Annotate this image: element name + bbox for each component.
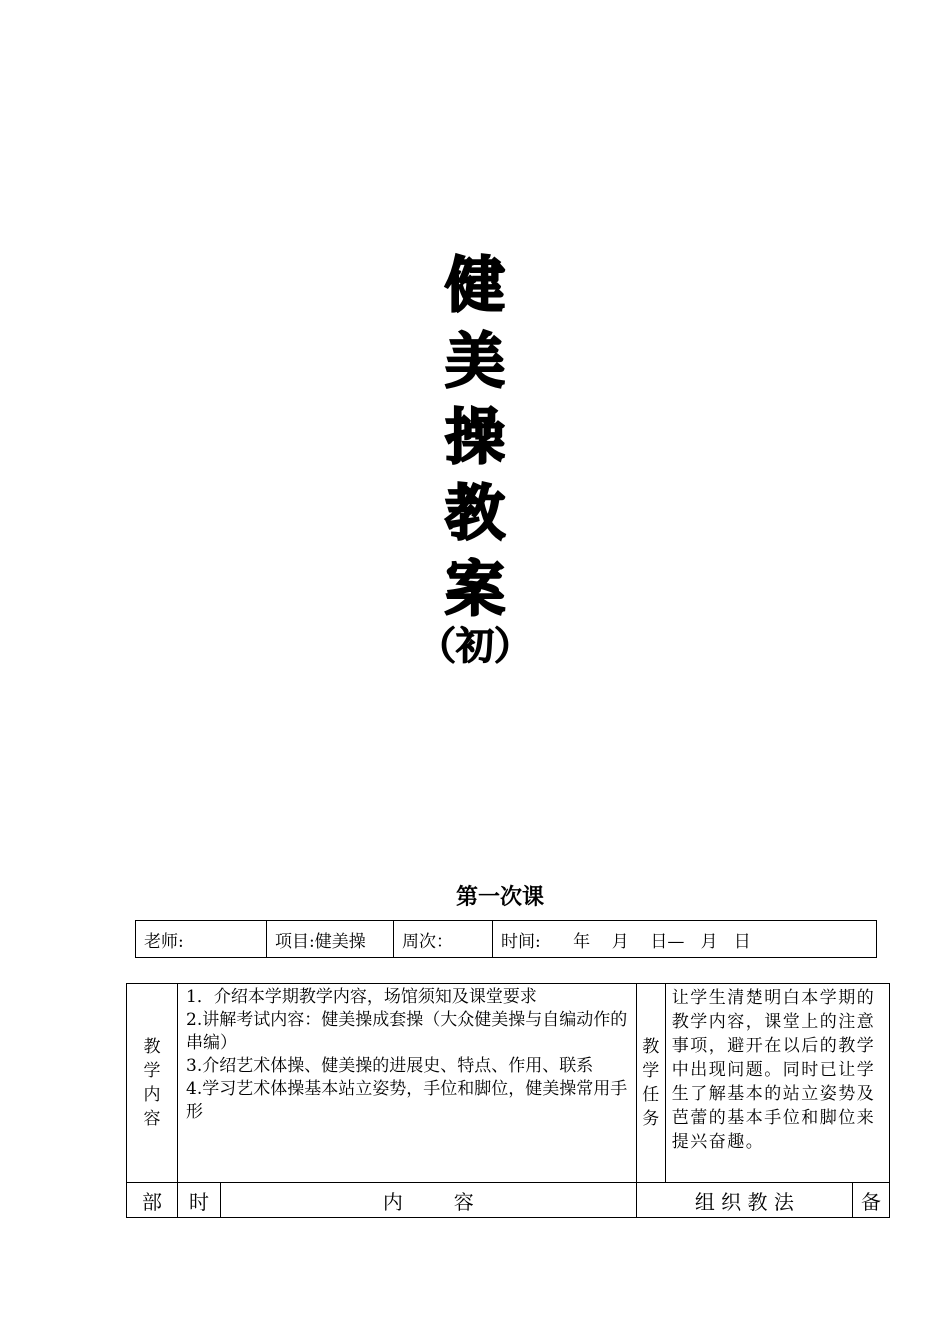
title-char: 操	[445, 403, 505, 473]
content-item: 2.讲解考试内容：健美操成套操（大众健美操与自编动作的串编）	[186, 1010, 628, 1053]
title-char: 教	[445, 479, 505, 549]
cover-subtitle: （初）	[417, 623, 532, 668]
project-field: 项目:健美操	[267, 921, 394, 958]
task-label-char: 任	[642, 1085, 660, 1105]
content-item: 1．介绍本学期教学内容，场馆须知及课堂要求	[186, 987, 537, 1007]
title-char: 案	[445, 555, 505, 625]
task-text: 让学生清楚明白本学期的教学内容，课堂上的注意事项，避开在以后的教学中出现问题。同时已让学生了解基本的站立姿势及芭蕾的基本手位和脚位来提兴奋趣。	[665, 984, 889, 1183]
time-field: 时间: 年 月 日— 月 日	[493, 921, 877, 958]
header-time: 时	[178, 1183, 221, 1218]
content-label-char: 教	[143, 1037, 161, 1057]
task-label-char: 学	[642, 1061, 660, 1081]
task-label-char: 教	[642, 1037, 660, 1057]
content-list	[178, 984, 637, 1183]
task-label-char: 务	[642, 1109, 660, 1129]
teacher-field: 老师:	[136, 921, 267, 958]
lesson-info-table	[135, 920, 877, 958]
content-item: 4.学习艺术体操基本站立姿势，手位和脚位，健美操常用手形	[186, 1079, 628, 1122]
task-label	[636, 984, 665, 1183]
content-label	[127, 984, 178, 1183]
content-label-char: 学	[143, 1061, 161, 1081]
content-label-char: 容	[143, 1109, 161, 1129]
header-part: 部	[127, 1183, 178, 1218]
header-content: 内 容	[221, 1183, 637, 1218]
lesson-title: 第一次课	[455, 885, 544, 910]
week-field: 周次：	[394, 921, 493, 958]
header-note: 备	[853, 1183, 890, 1218]
lesson-plan-table	[126, 983, 890, 1218]
title-char: 美	[445, 327, 505, 397]
title-char: 健	[445, 251, 505, 321]
content-item: 3.介绍艺术体操、健美操的进展史、特点、作用、联系	[186, 1056, 594, 1076]
cover-title	[0, 252, 950, 668]
content-label-char: 内	[143, 1085, 161, 1105]
header-method: 组 织 教 法	[636, 1183, 852, 1218]
